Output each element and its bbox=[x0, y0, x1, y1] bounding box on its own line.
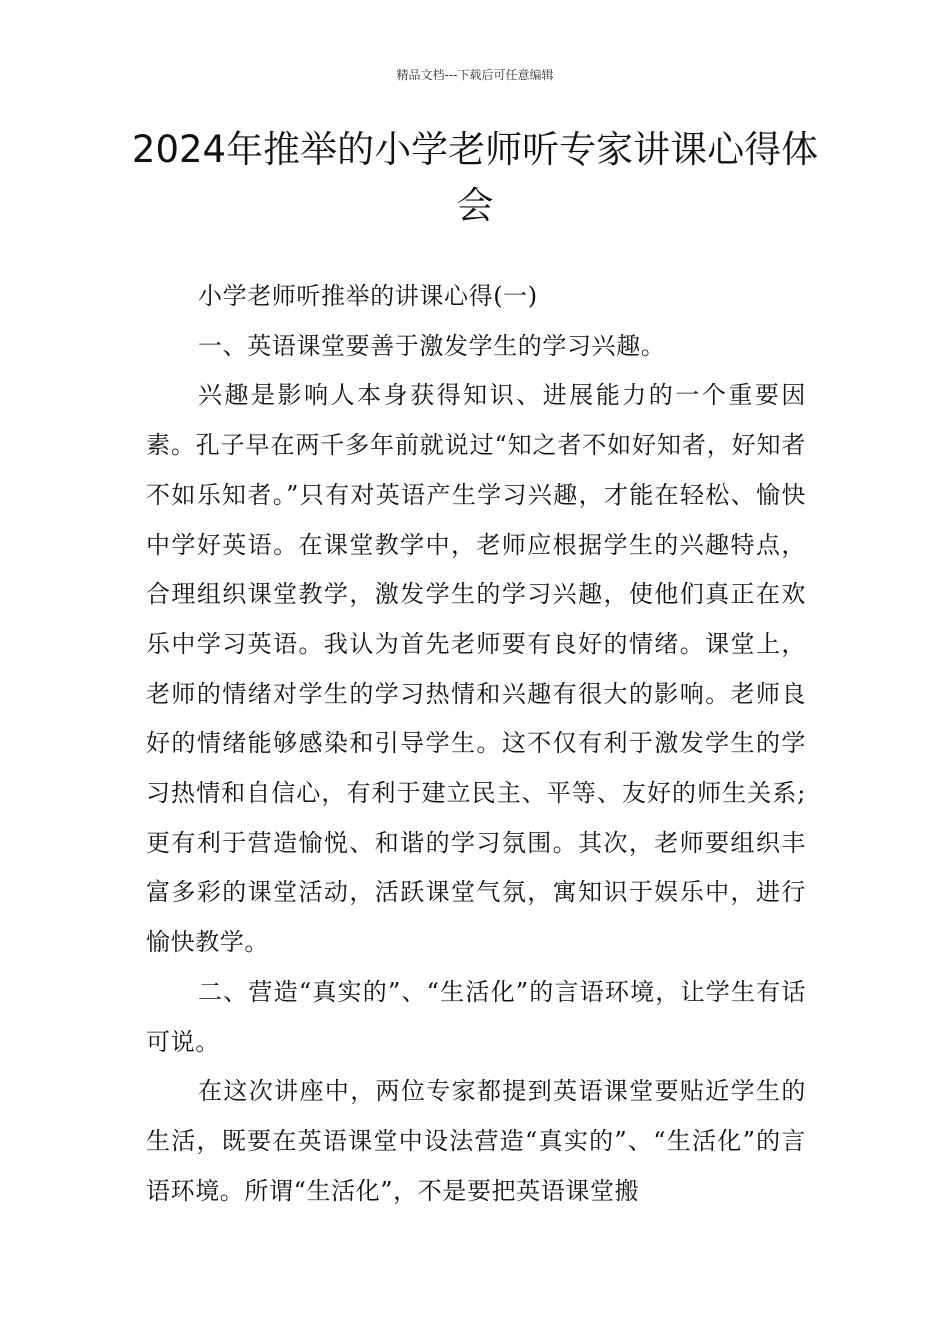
document-title: 2024年推举的小学老师听专家讲课心得体会 bbox=[131, 128, 819, 227]
body-paragraph-2: 在这次讲座中，两位专家都提到英语课堂要贴近学生的生活，既要在英语课堂中设法营造“真实的”、“生活化”的言语环境。所谓“生活化”，不是要把英语课堂搬 bbox=[146, 1077, 806, 1205]
document-body bbox=[146, 272, 806, 1216]
header-note: 精品文档---下载后可任意编辑 bbox=[396, 68, 554, 82]
section-heading-2: 二、营造“真实的”、“生活化”的言语环境，让学生有话可说。 bbox=[146, 977, 806, 1056]
section-heading-1: 一、英语课堂要善于激发学生的学习兴趣。 bbox=[198, 331, 666, 360]
subtitle-paragraph: 小学老师听推举的讲课心得(一) bbox=[198, 282, 538, 310]
body-paragraph-1: 兴趣是影响人本身获得知识、进展能力的一个重要因素。孔子早在两千多年前就说过“知之者不如好知者，好知者不如乐知者。”只有对英语产生学习兴趣，才能在轻松、愉快中学好英语。在课堂教学中，老师应根据学生的兴趣特点，合理组织课堂教学，激发学生的学习兴趣，使他们真正在欢乐中学习英语。我认为首先老师要有良好的情绪。课堂上，老师的情绪对学生的学习热情和兴趣有很大的影响。老师良好的情绪能够感染和引导学生。这不仅有利于激发学生的学习热情和自信心，有利于建立民主、平等、友好的师生关系;更有利于营造愉悦、和谐的学习氛围。其次，老师要组织丰富多彩的课堂活动，活跃课堂气氛，寓知识于娱乐中，进行愉快教学。 bbox=[146, 381, 806, 957]
